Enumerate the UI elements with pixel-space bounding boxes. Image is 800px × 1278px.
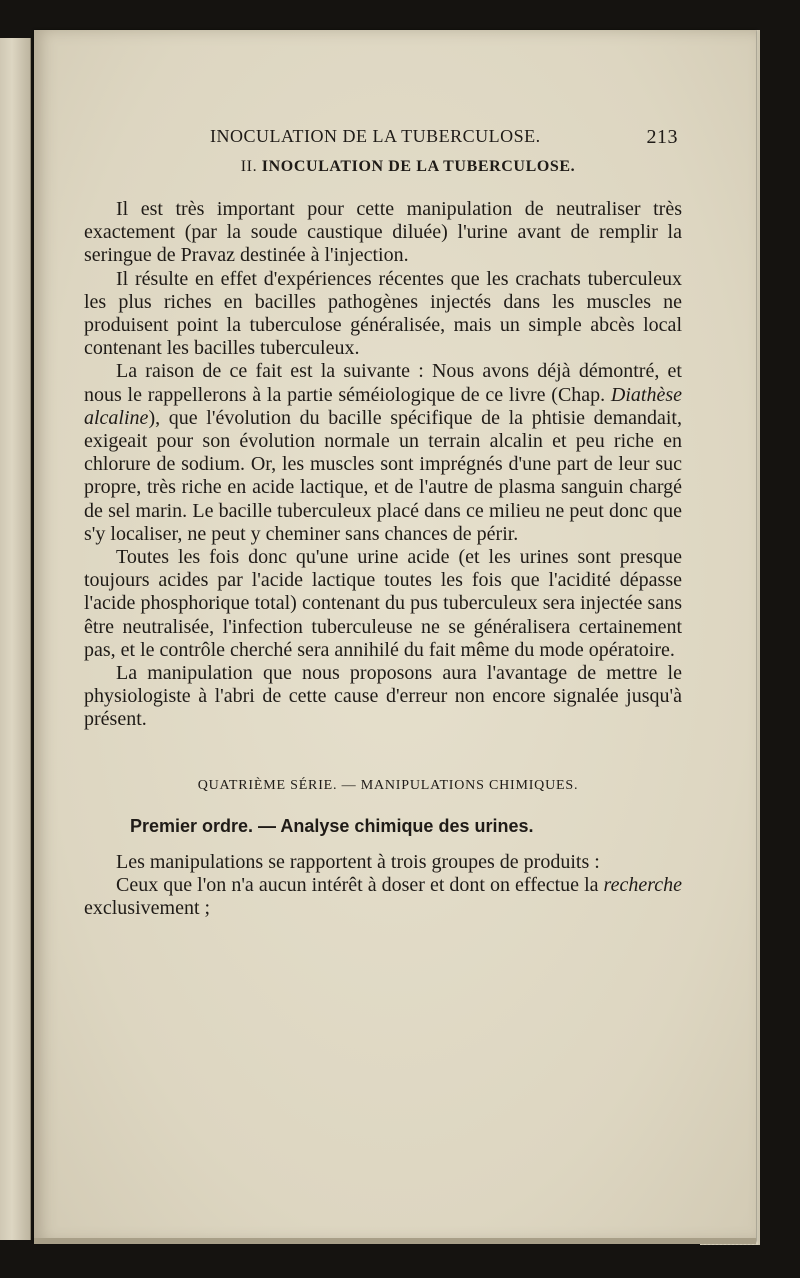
paragraph-text: Les manipulations se rapportent à trois groupes de produits : [116,850,600,873]
paragraph-text: Il résulte en effet d'expériences récentes que les crachats tuberculeux les plus riches en bacilles pathogènes injectés dans les muscles ne produisent point la tuberculose généralisée, mais un simple abcès local contenant les bacilles tuberculeux. [84,267,682,360]
series-heading: QUATRIÈME SÉRIE. — MANIPULATIONS CHIMIQUES. [197,777,579,793]
paragraph-text: Il est très important pour cette manipulation de neutraliser très exactement (par la soude caustique diluée) l'urine avant de remplir la seringue de Pravaz destinée à l'injection. [84,198,682,267]
emphasized-word: recherche [603,873,682,896]
paragraph-text: La raison de ce fait est la suivante : Nous avons déjà démontré, et nous le rappellerons à la partie séméiologique de ce livre (Chap. [84,360,682,406]
paragraph [84,268,682,361]
chapter-reference: Diathèse alcaline [84,383,682,429]
paragraph [84,662,682,732]
running-title: INOCULATION DE LA TUBERCULOSE. [210,126,541,146]
paragraph [84,198,682,268]
page-number: 213 [646,126,678,148]
paragraph [84,546,682,662]
paragraph-text: Ceux que l'on n'a aucun intérêt à doser et dont on effectue la [116,873,604,896]
section-heading [134,158,682,176]
order-heading: Premier ordre. — Analyse chimique des urines. [130,815,534,836]
paragraph [84,360,682,546]
paragraph-text: La manipulation que nous proposons aura l'avantage de mettre le physiologiste à l'abri de cette cause d'erreur non encore signalée jusqu'à présent. [84,662,682,731]
section-numeral: II. [240,158,258,175]
paragraph-text: ), que l'évolution du bacille spécifique de la phtisie demandait, exigeait pour son évolution normale un terrain alcalin et peu riche en chlorure de sodium. Or, les muscles sont imprégnés d'une part de leur suc propre, très riche en acide lactique, et de l'autre de plasma sanguin chargé de sel marin. Le bacille tuberculeux placé dans ce milieu ne peut donc que s'y localiser, ne peut y cheminer sans chances de périr. [84,406,682,545]
running-header [84,118,682,152]
page-bottom-edge [34,1238,756,1244]
paragraph-text: Toutes les fois donc qu'une urine acide (et les urines sont presque toujours acides par l'acide lactique toutes les fois que l'acidité dépasse l'acide phosphorique total) contenant du pus tuberculeux sera injectée sans être neutralisée, l'infection tuberculeuse ne se généralisera certainement pas, et le contrôle cherché sera annihilé du fait même du mode opératoire. [84,546,682,661]
paragraph-text: exclusivement ; [84,897,211,920]
paragraph [84,851,682,874]
paragraph [84,874,682,920]
book-page [34,30,756,1242]
adjacent-page-edge [0,38,31,1240]
page-content [84,118,682,920]
section-title: INOCULATION DE LA TUBERCULOSE. [261,158,576,175]
